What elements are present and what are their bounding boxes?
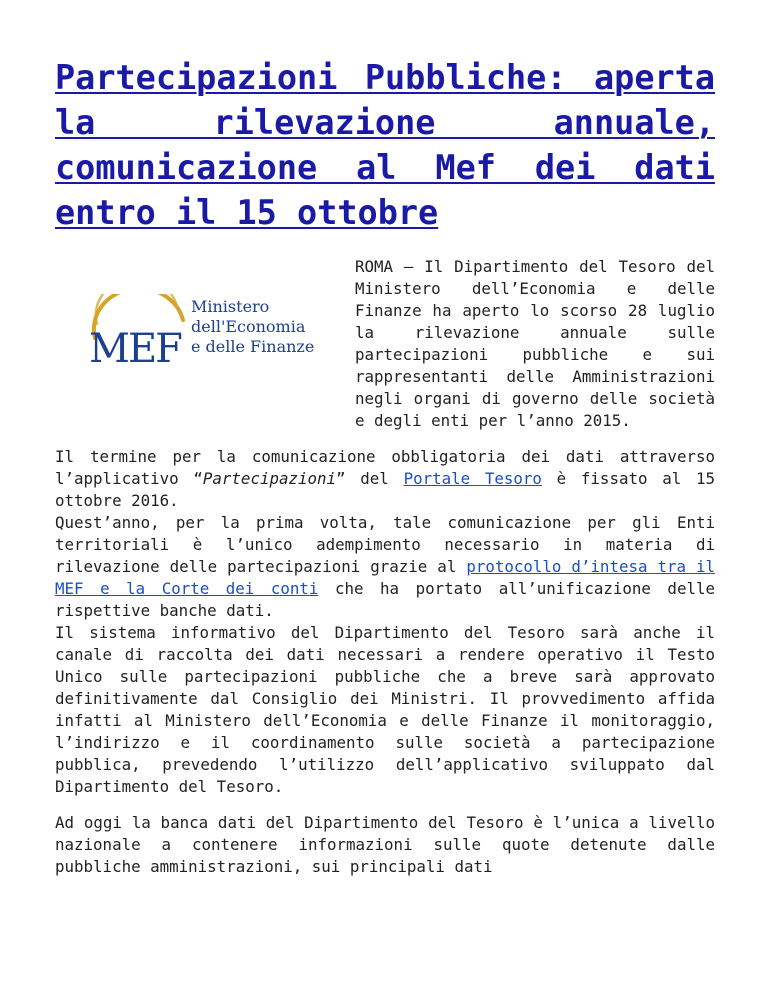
portale-tesoro-link[interactable]: Portale Tesoro bbox=[403, 469, 542, 488]
paragraph-deadline-text-3: è fissato al 15 ottobre 2016. bbox=[55, 469, 715, 510]
paragraph-first-time-text-2: che ha portato all’unificazione delle rispettive banche dati. bbox=[55, 579, 715, 620]
article-title-link[interactable]: Partecipazioni Pubbliche: aperta la rilevazione annuale, comunicazione al Mef dei dati entro il 15 ottobre bbox=[55, 58, 715, 232]
paragraph-banca-dati: Ad oggi la banca dati del Dipartimento del Tesoro è l’unica a livello nazionale a contenere informazioni sulle quote detenute dalle pubbliche amministrazioni, sui principali dati bbox=[55, 813, 715, 876]
mef-logo bbox=[55, 256, 340, 412]
paragraph-deadline-text-2: ” del bbox=[336, 469, 404, 488]
paragraph-deadline-text-1: Il termine per la comunicazione obbligatoria dei dati attraverso l’applicativo “ bbox=[55, 447, 715, 488]
article bbox=[55, 55, 715, 892]
paragraph-first-time bbox=[55, 512, 715, 622]
app-name: Partecipazioni bbox=[202, 469, 337, 488]
mef-logo-mark-text: MEF bbox=[89, 326, 181, 372]
mef-logo-line-1: Ministero bbox=[191, 297, 270, 316]
mef-logo-line-2: dell'Economia bbox=[191, 317, 306, 336]
mef-logo-line-3: e delle Finanze bbox=[191, 337, 315, 356]
protocollo-intesa-link[interactable]: protocollo d’intesa tra il MEF e la Corte dei conti bbox=[55, 557, 715, 598]
intro-paragraph: ROMA – Il Dipartimento del Tesoro del Ministero dell’Economia e delle Finanze ha aperto lo scorso 28 luglio la rilevazione annuale sulle partecipazioni pubbliche e sui rappresentanti delle Amministrazioni negli organi di governo delle società e degli enti per l’anno 2015. bbox=[355, 257, 715, 430]
article-title bbox=[55, 55, 715, 235]
paragraph-sistema-informativo: Il sistema informativo del Dipartimento del Tesoro sarà anche il canale di raccolta dei dati necessari a rendere operativo il Testo Unico sulle partecipazioni pubbliche che a breve sarà approvato definitivamente dal Consiglio dei Ministri. Il provvedimento affida infatti al Ministero dell’Economia e delle Finanze il monitoraggio, l’indirizzo e il coordinamento sulle società a partecipazione pubblica, prevedendo l’utilizzo dell’applicativo sviluppato dal Dipartimento del Tesoro. bbox=[55, 623, 715, 796]
mef-logo-text bbox=[191, 297, 314, 357]
mef-logo-mark-icon bbox=[85, 294, 190, 374]
paragraph-deadline bbox=[55, 446, 715, 512]
paragraph-first-time-text-1: Quest’anno, per la prima volta, tale comunicazione per gli Enti territoriali è l’unico adempimento necessario in materia di rilevazione delle partecipazioni grazie al bbox=[55, 513, 715, 576]
article-body bbox=[55, 446, 715, 878]
article-intro bbox=[55, 256, 715, 432]
